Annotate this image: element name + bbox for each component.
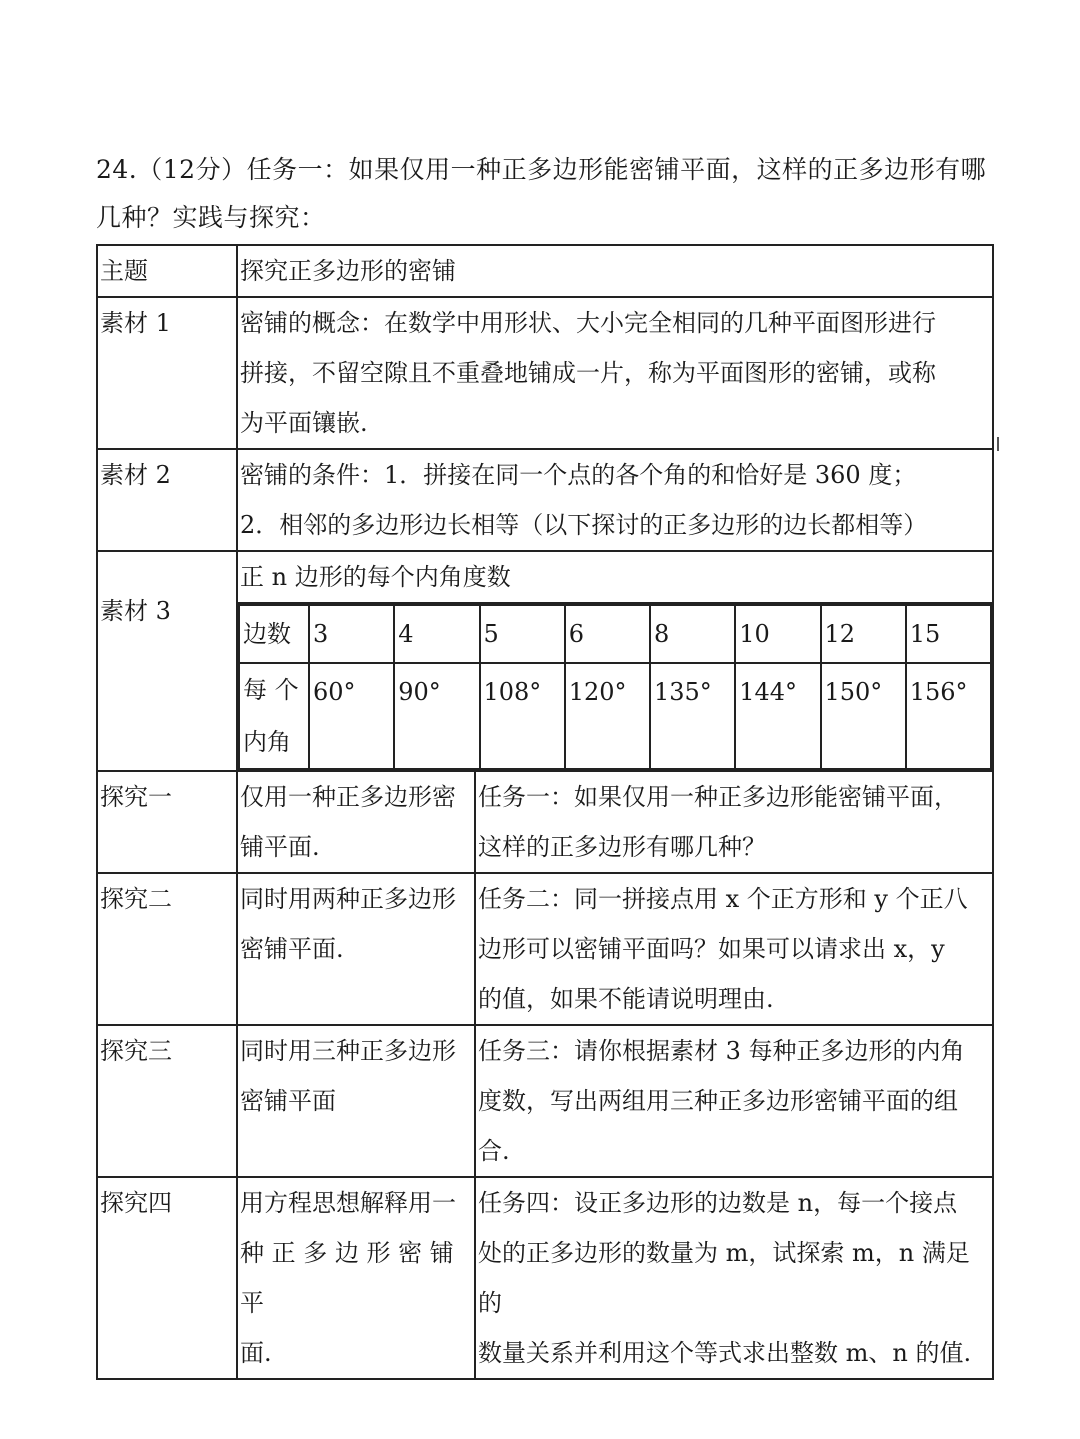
explore3-task [475,1025,993,1177]
explore1-desc [237,771,475,873]
topic-value: 探究正多边形的密铺 [237,245,993,297]
material1-label: 素材 1 [97,297,237,449]
sides-cell: 15 [906,605,991,663]
explore4-task [475,1177,993,1379]
angle-cell: 60° [309,663,394,769]
task-table [96,244,994,1380]
explore1-label: 探究一 [97,771,237,873]
sides-cell: 6 [565,605,650,663]
explore1-task-line: 这样的正多边形有哪几种？ [478,833,766,861]
sides-cell: 10 [735,605,820,663]
explore4-desc-line: 面. [240,1339,272,1367]
material3-title: 正 n 边形的每个内角度数 [238,552,992,604]
explore4-desc [237,1177,475,1379]
material2-line: 密铺的条件：1．拼接在同一个点的各个角的和恰好是 360 度； [240,461,917,489]
angles-header-line: 每 个 [243,676,299,704]
angle-table [238,604,992,770]
explore2-row [97,873,993,1025]
explore1-desc-line: 铺平面. [240,833,320,861]
angle-cell: 150° [821,663,906,769]
material2-text [237,449,993,551]
explore3-desc [237,1025,475,1177]
sides-cell: 4 [394,605,479,663]
sides-cell: 5 [480,605,565,663]
material1-text [237,297,993,449]
explore1-task-line: 任务一：如果仅用一种正多边形能密铺平面， [478,783,958,811]
question-line-1: 24.（12分）任务一：如果仅用一种正多边形能密铺平面，这样的正多边形有哪 [96,155,987,184]
material2-line: 2．相邻的多边形边长相等（以下探讨的正多边形的边长都相等） [240,511,928,539]
explore1-task [475,771,993,873]
angle-cell: 120° [565,663,650,769]
material2-label: 素材 2 [97,449,237,551]
topic-label: 主题 [97,245,237,297]
explore3-task-line: 合. [478,1137,510,1165]
explore4-desc-line: 种 正 多 边 形 密 铺 平 [240,1239,454,1317]
sides-cell: 8 [650,605,735,663]
explore4-task-line: 数量关系并利用这个等式求出整数 m、n 的值. [478,1339,972,1367]
material3-label: 素材 3 [97,551,237,771]
explore3-label: 探究三 [97,1025,237,1177]
explore2-task-line: 的值，如果不能请说明理由. [478,985,774,1013]
question-line-2: 几种？实践与探究： [96,203,326,232]
material3-content [237,551,993,771]
angle-cell: 144° [735,663,820,769]
material3-row [97,551,993,771]
explore3-task-line: 任务三：请你根据素材 3 每种正多边形的内角 [478,1037,965,1065]
explore3-desc-line: 密铺平面 [240,1087,336,1115]
angles-header-line: 内角 [243,728,291,756]
angle-cell: 90° [394,663,479,769]
explore2-label: 探究二 [97,873,237,1025]
angle-cell: 108° [480,663,565,769]
explore4-label: 探究四 [97,1177,237,1379]
explore2-desc-line: 密铺平面. [240,935,344,963]
explore4-desc-line: 用方程思想解释用一 [240,1189,456,1217]
explore4-task-line: 任务四：设正多边形的边数是 n，每一个接点 [478,1189,958,1217]
sides-cell: 3 [309,605,394,663]
material1-line: 密铺的概念：在数学中用形状、大小完全相同的几种平面图形进行 [240,309,936,337]
sides-cell: 12 [821,605,906,663]
explore1-row [97,771,993,873]
angles-row [239,663,991,769]
margin-mark [997,437,999,451]
question-header [96,146,996,242]
explore3-row [97,1025,993,1177]
material1-line: 为平面镶嵌. [240,409,368,437]
explore1-desc-line: 仅用一种正多边形密 [240,783,456,811]
sides-row [239,605,991,663]
explore2-task-line: 任务二：同一拼接点用 x 个正方形和 y 个正八 [478,885,968,913]
explore4-task-line: 处的正多边形的数量为 m，试探索 m，n 满足的 [478,1239,970,1317]
material1-row [97,297,993,449]
material1-line: 拼接，不留空隙且不重叠地铺成一片，称为平面图形的密铺，或称 [240,359,936,387]
sides-header: 边数 [239,605,309,663]
angle-cell: 156° [906,663,991,769]
explore2-task-line: 边形可以密铺平面吗？如果可以请求出 x，y [478,935,945,963]
explore2-task [475,873,993,1025]
explore3-task-line: 度数，写出两组用三种正多边形密铺平面的组 [478,1087,958,1115]
topic-row [97,245,993,297]
explore2-desc-line: 同时用两种正多边形 [240,885,456,913]
angles-header [239,663,309,769]
explore2-desc [237,873,475,1025]
material2-row [97,449,993,551]
angle-cell: 135° [650,663,735,769]
explore4-row [97,1177,993,1379]
explore3-desc-line: 同时用三种正多边形 [240,1037,456,1065]
